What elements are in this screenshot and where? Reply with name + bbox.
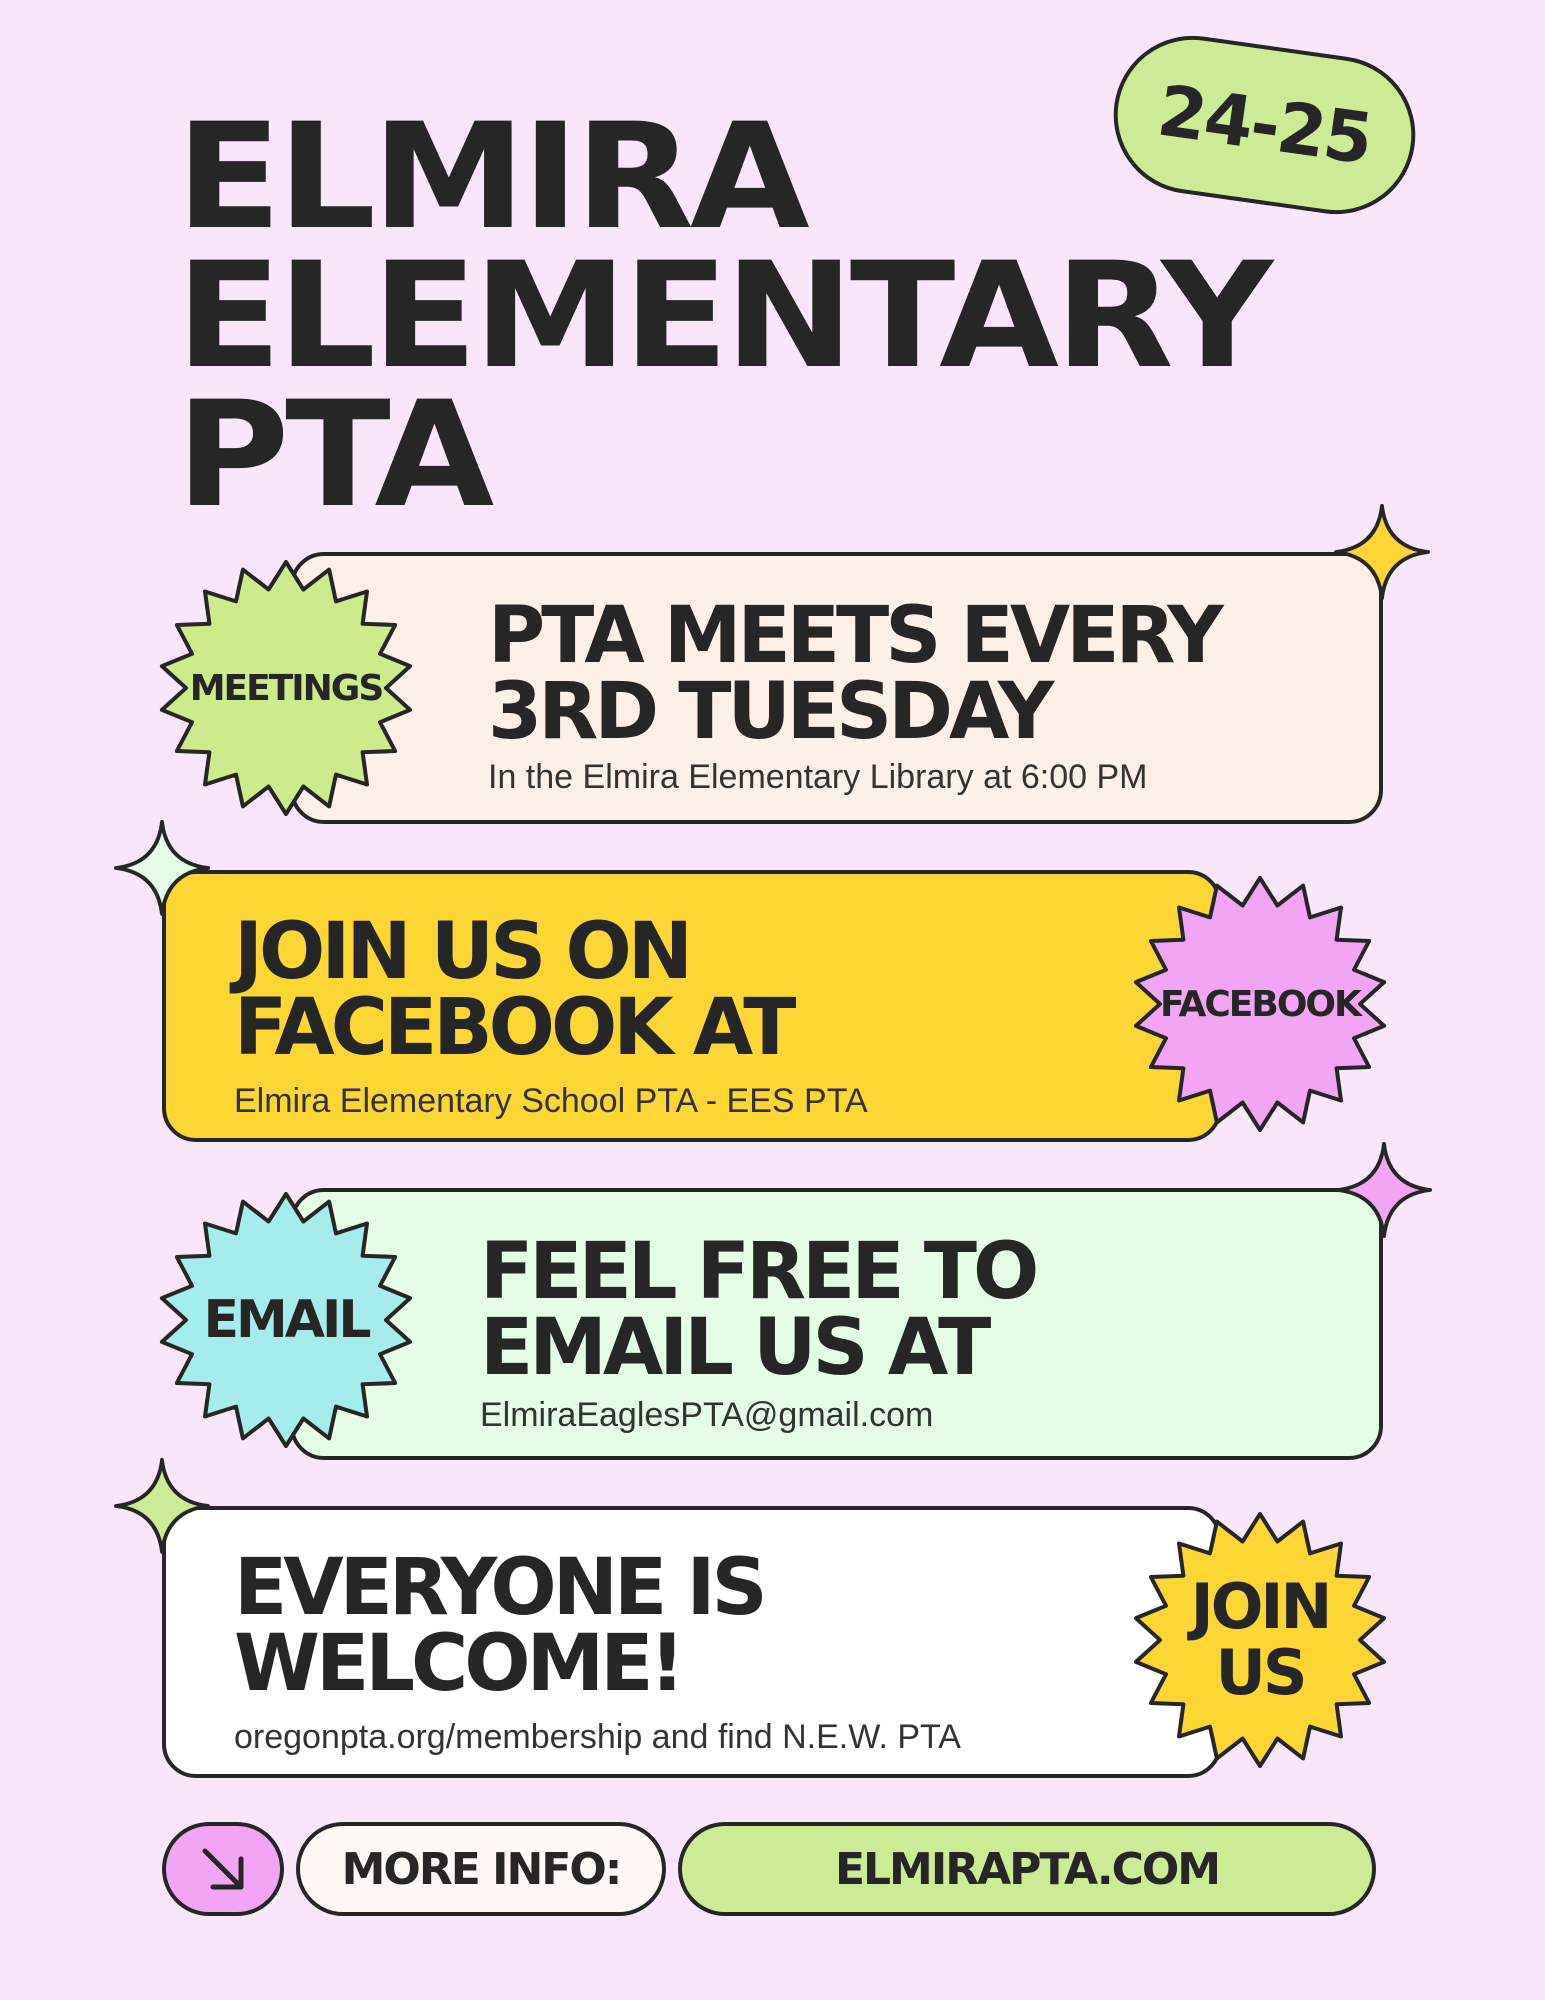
title-line-3: PTA (176, 370, 491, 540)
email-address: ElmiraEaglesPTA@gmail.com (480, 1396, 934, 1434)
facebook-card (162, 870, 1222, 1142)
title-line-1: ELMIRA (176, 92, 806, 262)
welcome-detail: oregonpta.org/membership and find N.E.W. PTA (234, 1718, 961, 1756)
meetings-card (290, 552, 1383, 824)
meetings-badge: MEETINGS (156, 558, 416, 818)
page-title (176, 92, 1269, 540)
meetings-detail: In the Elmira Elementary Library at 6:00 PM (488, 758, 1148, 796)
facebook-detail: Elmira Elementary School PTA - EES PTA (234, 1082, 868, 1120)
facebook-badge: FACEBOOK (1130, 874, 1390, 1134)
more-info-label: MORE INFO: (296, 1822, 666, 1916)
sparkle-icon (1334, 504, 1430, 600)
email-card (290, 1188, 1383, 1460)
arrow-button[interactable] (162, 1822, 284, 1916)
facebook-heading: JOIN US ON FACEBOOK AT (234, 907, 793, 1073)
sparkle-icon (114, 820, 210, 916)
welcome-card (162, 1506, 1222, 1778)
title-line-2: ELEMENTARY (176, 231, 1269, 401)
year-badge: 24-25 (1103, 26, 1425, 225)
email-heading: FEEL FREE TO EMAIL US AT (480, 1227, 1036, 1393)
meetings-heading: PTA MEETS EVERY 3RD TUESDAY (488, 591, 1220, 757)
website-link[interactable]: ELMIRAPTA.COM (678, 1822, 1376, 1916)
arrow-down-right-icon (195, 1841, 251, 1897)
welcome-heading: EVERYONE IS WELCOME! (234, 1543, 764, 1709)
sparkle-icon (114, 1458, 210, 1554)
email-badge: EMAIL (156, 1190, 416, 1450)
sparkle-icon (1336, 1142, 1432, 1238)
join-us-badge: JOIN US (1130, 1510, 1390, 1770)
